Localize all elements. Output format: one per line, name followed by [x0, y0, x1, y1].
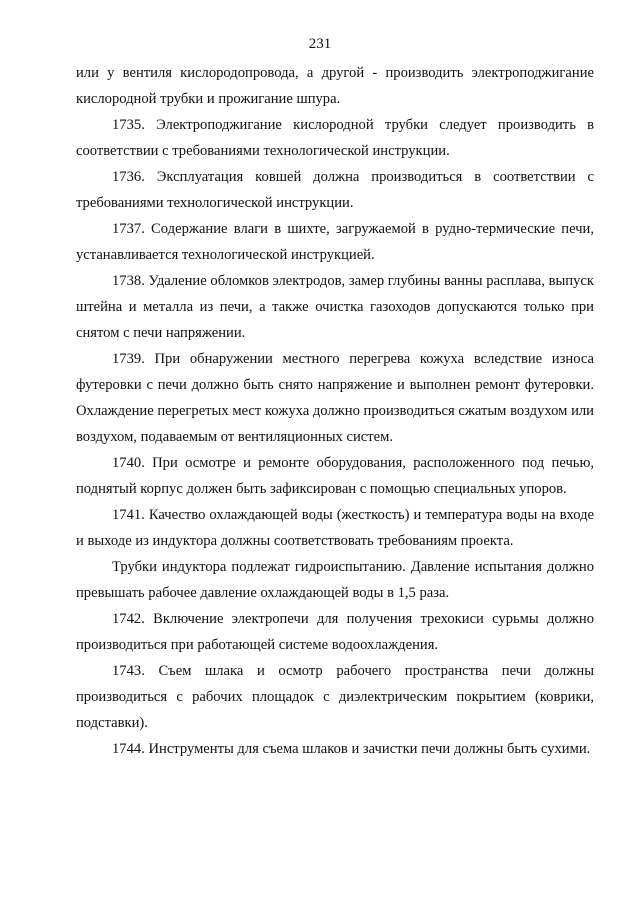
paragraph-1742: 1742. Включение электропечи для получения трехокиси сурьмы должно производиться при работающей системе водоохлаждения. [76, 611, 594, 653]
paragraph-1740: 1740. При осмотре и ремонте оборудования, расположенного под печью, поднятый корпус должен быть зафиксирован с помощью специальных упоров. [76, 455, 594, 497]
paragraph-1739: 1739. При обнаружении местного перегрева кожуха вследствие износа футеровки с печи должно быть снято напряжение и выполнен ремонт футеровки. Охлаждение перегретых мест кожуха должно производиться сжатым воздухом или воздухом, подаваемым от вентиляционных систем. [76, 351, 594, 445]
paragraph-continuation: или у вентиля кислородопровода, а другой - производить электроподжигание кислородной трубки и прожигание шпура. [76, 65, 594, 107]
paragraph-1736: 1736. Эксплуатация ковшей должна производиться в соответствии с требованиями технологической инструкции. [76, 169, 594, 211]
paragraph-1741-inductor: Трубки индуктора подлежат гидроиспытанию. Давление испытания должно превышать рабочее давление охлаждающей воды в 1,5 раза. [76, 559, 594, 601]
paragraph-1737: 1737. Содержание влаги в шихте, загружаемой в рудно-термические печи, устанавливается технологической инструкцией. [76, 221, 594, 263]
paragraph-1738: 1738. Удаление обломков электродов, замер глубины ванны расплава, выпуск штейна и металла из печи, а также очистка газоходов допускаются только при снятом с печи напряжении. [76, 273, 594, 341]
paragraph-1743: 1743. Съем шлака и осмотр рабочего пространства печи должны производиться с рабочих площадок с диэлектрическим покрытием (коврики, подставки). [76, 663, 594, 731]
page-body [76, 60, 594, 762]
paragraph-1735: 1735. Электроподжигание кислородной трубки следует производить в соответствии с требованиями технологической инструкции. [76, 117, 594, 159]
paragraph-1744: 1744. Инструменты для съема шлаков и зачистки печи должны быть сухими. [112, 741, 591, 757]
paragraph-1741: 1741. Качество охлаждающей воды (жесткость) и температура воды на входе и выходе из индуктора должны соответствовать требованиям проекта. [76, 507, 594, 549]
page-number: 231 [308, 36, 332, 52]
